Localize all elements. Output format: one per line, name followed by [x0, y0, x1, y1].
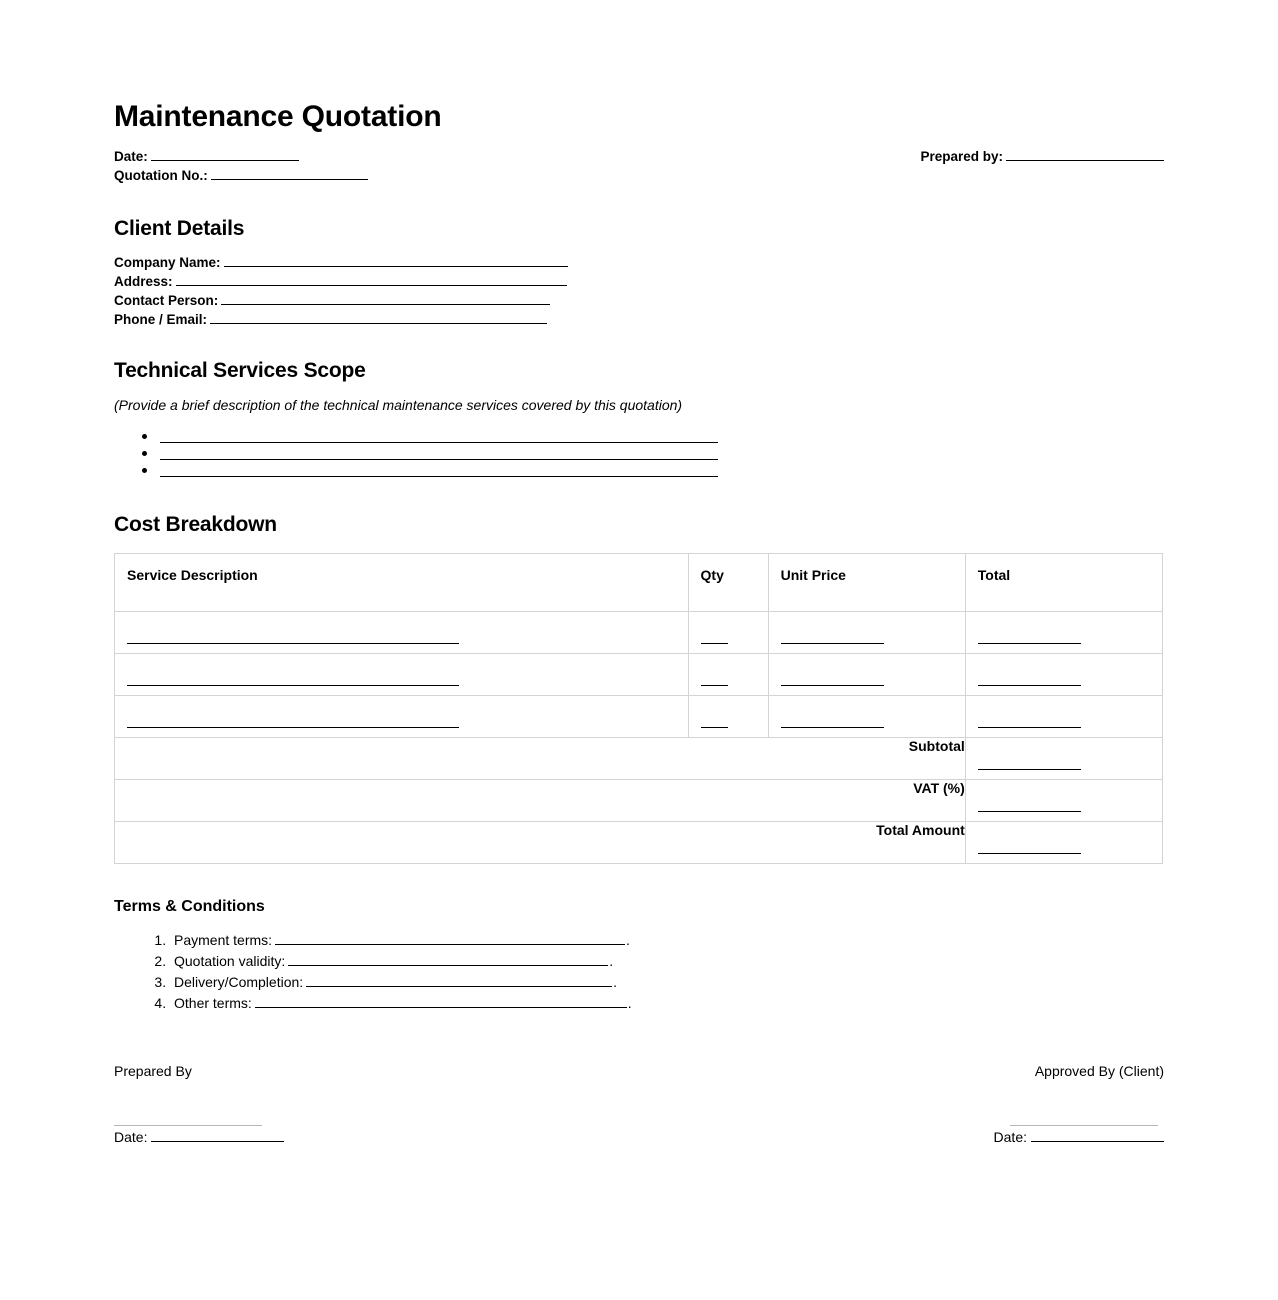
technical-scope-heading: Technical Services Scope: [114, 359, 366, 382]
signature-line-approved-by[interactable]: [1010, 1125, 1158, 1126]
scope-blank-2[interactable]: [160, 446, 718, 460]
client-details-fields: [114, 253, 1164, 329]
unit-price-blank-1[interactable]: [781, 643, 884, 644]
term-suffix-other-terms: .: [627, 995, 632, 1011]
column-header-qty: Qty: [688, 554, 768, 612]
term-label-quotation-validity: Quotation validity:: [174, 953, 286, 969]
term-item-quotation-validity: [170, 951, 1164, 972]
field-quotation-no-blank[interactable]: [211, 166, 368, 180]
unit-price-blank-3[interactable]: [781, 727, 884, 728]
total-amount-blank[interactable]: [978, 853, 1081, 854]
client-details-heading: Client Details: [114, 217, 245, 240]
signature-date-prepared-by: [114, 1128, 414, 1146]
service-description-blank-1[interactable]: [127, 643, 459, 644]
field-contact-person-blank[interactable]: [221, 291, 550, 305]
table-row: [115, 654, 1163, 696]
cell-qty[interactable]: [688, 654, 768, 696]
cell-qty[interactable]: [688, 696, 768, 738]
field-phone-email: [114, 310, 1164, 329]
scope-blank-3[interactable]: [160, 463, 718, 477]
cell-total[interactable]: [965, 654, 1162, 696]
column-header-service-description: Service Description: [115, 554, 689, 612]
field-prepared-by-blank[interactable]: [1006, 147, 1164, 161]
field-address-blank[interactable]: [176, 272, 567, 286]
cell-qty[interactable]: [688, 612, 768, 654]
signature-date-label-prepared-by: Date:: [114, 1129, 148, 1145]
signature-caption-approved-by: Approved By (Client): [1034, 1063, 1164, 1079]
term-blank-quotation-validity[interactable]: [288, 952, 608, 966]
field-phone-email-label: Phone / Email:: [114, 312, 208, 327]
table-summary-row-total-amount: [115, 822, 1163, 864]
field-quotation-no-label: Quotation No.:: [114, 168, 208, 183]
field-company-name-blank[interactable]: [224, 253, 568, 267]
cost-breakdown-heading: Cost Breakdown: [114, 513, 277, 536]
scope-blank-1[interactable]: [160, 429, 718, 443]
table-row: [115, 612, 1163, 654]
table-summary-row-subtotal: [115, 738, 1163, 780]
service-description-blank-2[interactable]: [127, 685, 459, 686]
cell-total[interactable]: [965, 612, 1162, 654]
scope-bullet-1: [138, 429, 1164, 445]
subtotal-blank[interactable]: [978, 769, 1081, 770]
signature-block: [114, 1062, 1164, 1172]
term-blank-other-terms[interactable]: [255, 994, 627, 1008]
term-label-payment-terms: Payment terms:: [174, 932, 273, 948]
field-date: [114, 147, 368, 166]
scope-bullet-2: [138, 446, 1164, 462]
summary-label-subtotal: Subtotal: [115, 738, 966, 780]
field-phone-email-blank[interactable]: [210, 310, 547, 324]
signature-approved-by: [864, 1062, 1164, 1146]
field-address: [114, 272, 1164, 291]
term-suffix-delivery-completion: .: [613, 974, 618, 990]
column-header-total: Total: [965, 554, 1162, 612]
summary-value-total-amount[interactable]: [965, 822, 1162, 864]
field-date-label: Date:: [114, 149, 148, 164]
signature-date-label-approved-by: Date:: [993, 1129, 1027, 1145]
signature-prepared-by: [114, 1062, 414, 1146]
terms-heading: Terms & Conditions: [114, 898, 265, 915]
total-blank-2[interactable]: [978, 685, 1081, 686]
field-company-name-label: Company Name:: [114, 255, 221, 270]
summary-label-total-amount: Total Amount: [115, 822, 966, 864]
vat-blank[interactable]: [978, 811, 1081, 812]
field-quotation-no: [114, 166, 368, 185]
page-title: Maintenance Quotation: [114, 100, 442, 133]
unit-price-blank-2[interactable]: [781, 685, 884, 686]
field-company-name: [114, 253, 1164, 272]
header-left-fields: [114, 147, 368, 185]
table-row: [115, 696, 1163, 738]
table-summary-row-vat: [115, 780, 1163, 822]
cell-unit-price[interactable]: [768, 696, 965, 738]
cost-breakdown-table: [114, 553, 1163, 864]
field-contact-person: [114, 291, 1164, 310]
total-blank-1[interactable]: [978, 643, 1081, 644]
field-prepared-by: [920, 147, 1164, 166]
term-suffix-quotation-validity: .: [609, 953, 614, 969]
qty-blank-3[interactable]: [701, 727, 728, 728]
signature-date-blank-approved-by[interactable]: [1031, 1128, 1164, 1142]
service-description-blank-3[interactable]: [127, 727, 459, 728]
term-item-delivery-completion: [170, 972, 1164, 993]
field-contact-person-label: Contact Person:: [114, 293, 219, 308]
term-suffix-payment-terms: .: [626, 932, 630, 948]
signature-caption-prepared-by: Prepared By: [114, 1063, 192, 1079]
document-body: [114, 100, 1164, 1172]
qty-blank-2[interactable]: [701, 685, 728, 686]
table-header-row: [115, 554, 1163, 612]
signature-line-prepared-by[interactable]: [114, 1125, 262, 1126]
term-label-other-terms: Other terms:: [174, 995, 252, 1011]
technical-scope-note: (Provide a brief description of the technical maintenance services covered by this quotation): [114, 397, 683, 413]
summary-value-vat[interactable]: [965, 780, 1162, 822]
document-header-meta: [114, 147, 1164, 187]
signature-date-approved-by: [864, 1128, 1164, 1146]
term-item-other-terms: [170, 993, 1164, 1014]
field-address-label: Address:: [114, 274, 173, 289]
term-label-delivery-completion: Delivery/Completion:: [174, 974, 304, 990]
header-right-fields: [920, 147, 1164, 166]
cell-unit-price[interactable]: [768, 654, 965, 696]
term-blank-payment-terms[interactable]: [275, 931, 625, 945]
column-header-unit-price: Unit Price: [768, 554, 965, 612]
terms-list: [114, 930, 1164, 1014]
signature-date-blank-prepared-by[interactable]: [151, 1128, 284, 1142]
cell-service-description[interactable]: [115, 696, 689, 738]
term-item-payment-terms: [170, 930, 1164, 951]
field-prepared-by-label: Prepared by:: [920, 149, 1003, 164]
scope-bullet-3: [138, 463, 1164, 479]
cell-service-description[interactable]: [115, 612, 689, 654]
total-blank-3[interactable]: [978, 727, 1081, 728]
cell-total[interactable]: [965, 696, 1162, 738]
summary-value-subtotal[interactable]: [965, 738, 1162, 780]
cell-service-description[interactable]: [115, 654, 689, 696]
technical-scope-list: [114, 429, 1164, 479]
summary-label-vat: VAT (%): [115, 780, 966, 822]
term-blank-delivery-completion[interactable]: [306, 973, 612, 987]
field-date-blank[interactable]: [151, 147, 299, 161]
qty-blank-1[interactable]: [701, 643, 728, 644]
cell-unit-price[interactable]: [768, 612, 965, 654]
